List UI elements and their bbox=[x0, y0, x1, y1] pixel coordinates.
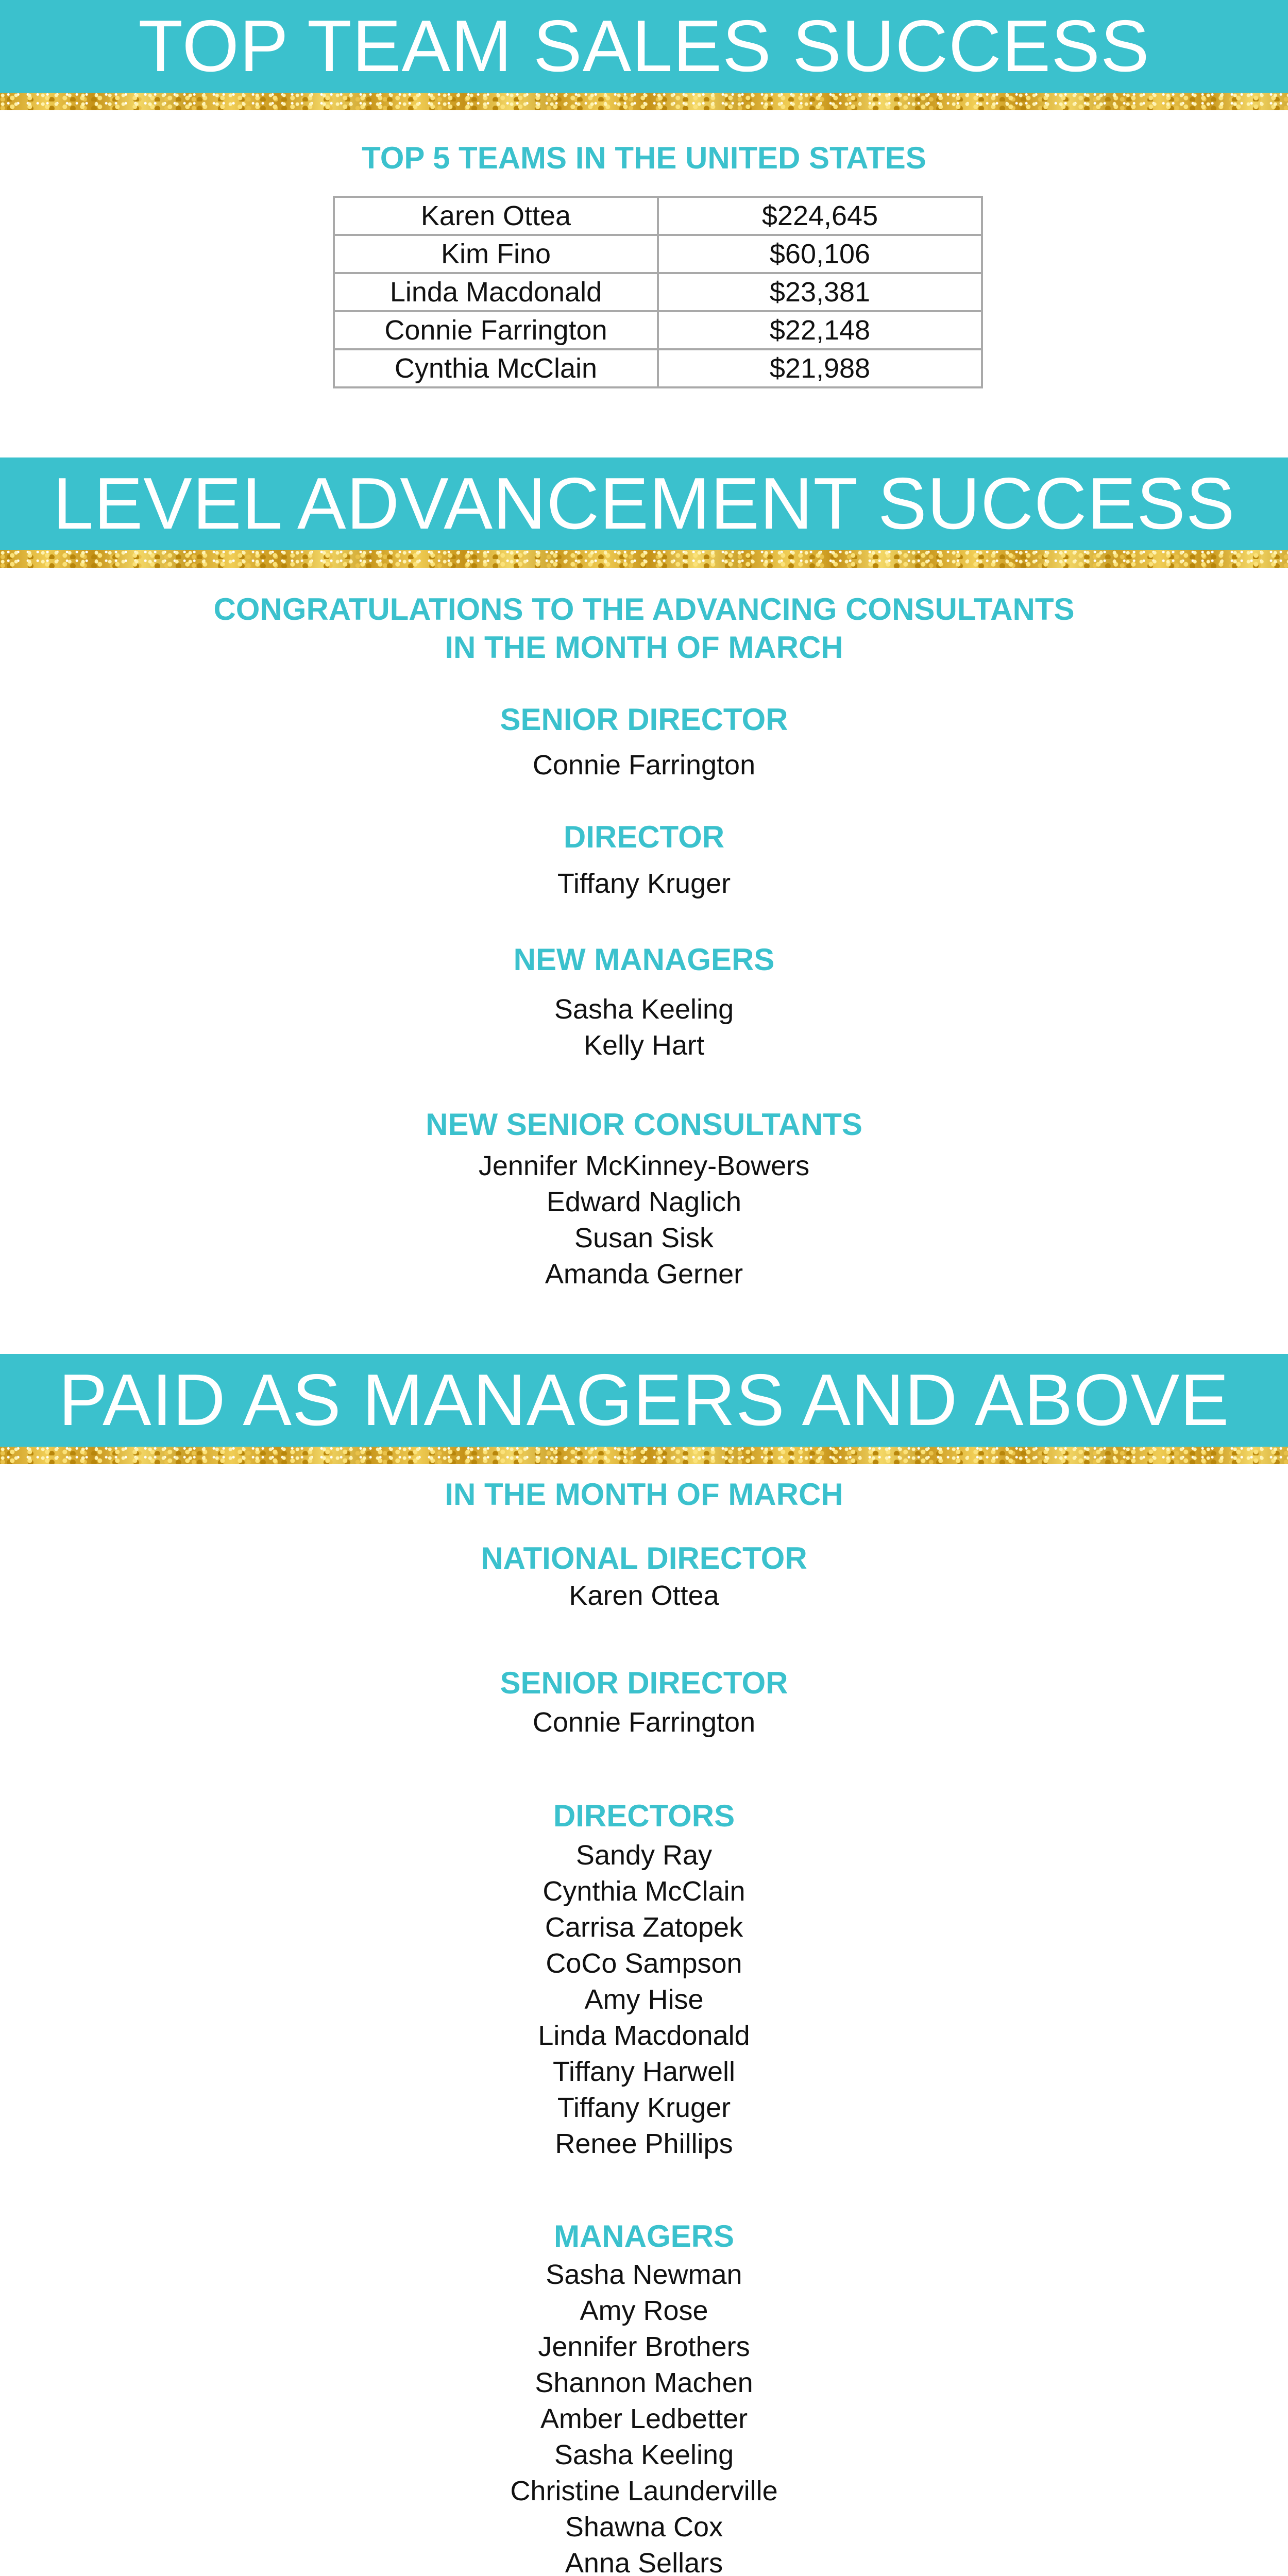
group-title-director: DIRECTOR bbox=[563, 820, 725, 854]
paid-as-banner bbox=[0, 1354, 1288, 1447]
list-item: Kelly Hart bbox=[583, 1030, 705, 1061]
list-item: Susan Sisk bbox=[574, 1223, 714, 1253]
list-item: Jennifer McKinney-Bowers bbox=[478, 1150, 810, 1181]
list-item: Cynthia McClain bbox=[543, 1876, 745, 1907]
level-advancement-intro-line2: IN THE MONTH OF MARCH bbox=[445, 630, 843, 665]
team-amount-cell: $22,148 bbox=[658, 311, 982, 349]
team-name-cell: Cynthia McClain bbox=[334, 349, 658, 387]
list-item: Linda Macdonald bbox=[538, 2020, 750, 2051]
table-row bbox=[334, 273, 982, 311]
level-advancement-banner bbox=[0, 457, 1288, 550]
team-amount-cell: $60,106 bbox=[658, 235, 982, 273]
list-item: Connie Farrington bbox=[532, 750, 756, 781]
list-item: Tiffany Harwell bbox=[552, 2056, 736, 2087]
list-item: Sasha Keeling bbox=[554, 994, 734, 1025]
list-item: Amber Ledbetter bbox=[540, 2403, 748, 2434]
list-item: Connie Farrington bbox=[532, 1707, 756, 1738]
group-title-new-senior-consultants: NEW SENIOR CONSULTANTS bbox=[426, 1107, 862, 1142]
list-item: CoCo Sampson bbox=[546, 1948, 742, 1979]
table-row bbox=[334, 235, 982, 273]
group-title-senior-director: SENIOR DIRECTOR bbox=[500, 1666, 788, 1700]
list-item: Sandy Ray bbox=[575, 1840, 713, 1871]
team-name-cell: Connie Farrington bbox=[334, 311, 658, 349]
list-item: Jennifer Brothers bbox=[538, 2331, 750, 2362]
list-item: Amy Hise bbox=[584, 1984, 704, 2015]
level-advancement-glitter-divider bbox=[0, 550, 1288, 568]
top-team-banner bbox=[0, 0, 1288, 93]
list-item: Carrisa Zatopek bbox=[545, 1912, 743, 1943]
paid-as-banner-title: PAID AS MANAGERS AND ABOVE bbox=[58, 1359, 1230, 1441]
list-item: Tiffany Kruger bbox=[557, 868, 731, 899]
top-teams-table bbox=[333, 196, 983, 388]
table-row bbox=[334, 197, 982, 235]
list-item: Karen Ottea bbox=[569, 1580, 719, 1611]
table-row bbox=[334, 311, 982, 349]
top-team-banner-title: TOP TEAM SALES SUCCESS bbox=[138, 5, 1150, 87]
team-name-cell: Linda Macdonald bbox=[334, 273, 658, 311]
team-amount-cell: $23,381 bbox=[658, 273, 982, 311]
list-item: Edward Naglich bbox=[546, 1187, 742, 1217]
team-name-cell: Kim Fino bbox=[334, 235, 658, 273]
group-title-new-managers: NEW MANAGERS bbox=[513, 942, 775, 977]
list-item: Christine Launderville bbox=[510, 2476, 778, 2506]
group-title-managers: MANAGERS bbox=[553, 2219, 734, 2253]
team-amount-cell: $21,988 bbox=[658, 349, 982, 387]
list-item: Sasha Newman bbox=[546, 2259, 742, 2290]
top-team-subtitle: TOP 5 TEAMS IN THE UNITED STATES bbox=[362, 141, 926, 175]
paid-as-intro: IN THE MONTH OF MARCH bbox=[445, 1477, 843, 1512]
level-advancement-intro-line1: CONGRATULATIONS TO THE ADVANCING CONSULTANTS bbox=[213, 592, 1075, 626]
list-item: Tiffany Kruger bbox=[557, 2092, 731, 2123]
team-name-cell: Karen Ottea bbox=[334, 197, 658, 235]
list-item: Shawna Cox bbox=[565, 2512, 723, 2543]
team-amount-cell: $224,645 bbox=[658, 197, 982, 235]
group-title-senior-director: SENIOR DIRECTOR bbox=[500, 702, 788, 737]
level-advancement-banner-title: LEVEL ADVANCEMENT SUCCESS bbox=[53, 463, 1235, 545]
list-item: Shannon Machen bbox=[535, 2367, 753, 2398]
list-item: Sasha Keeling bbox=[554, 2439, 734, 2470]
list-item: Amy Rose bbox=[580, 2295, 708, 2326]
top-team-glitter-divider bbox=[0, 93, 1288, 110]
list-item: Amanda Gerner bbox=[545, 1259, 743, 1290]
table-row bbox=[334, 349, 982, 387]
list-item: Renee Phillips bbox=[555, 2128, 733, 2159]
group-title-national-director: NATIONAL DIRECTOR bbox=[481, 1541, 807, 1575]
group-title-directors: DIRECTORS bbox=[553, 1799, 735, 1833]
paid-as-glitter-divider bbox=[0, 1447, 1288, 1464]
list-item: Anna Sellars bbox=[565, 2548, 723, 2576]
